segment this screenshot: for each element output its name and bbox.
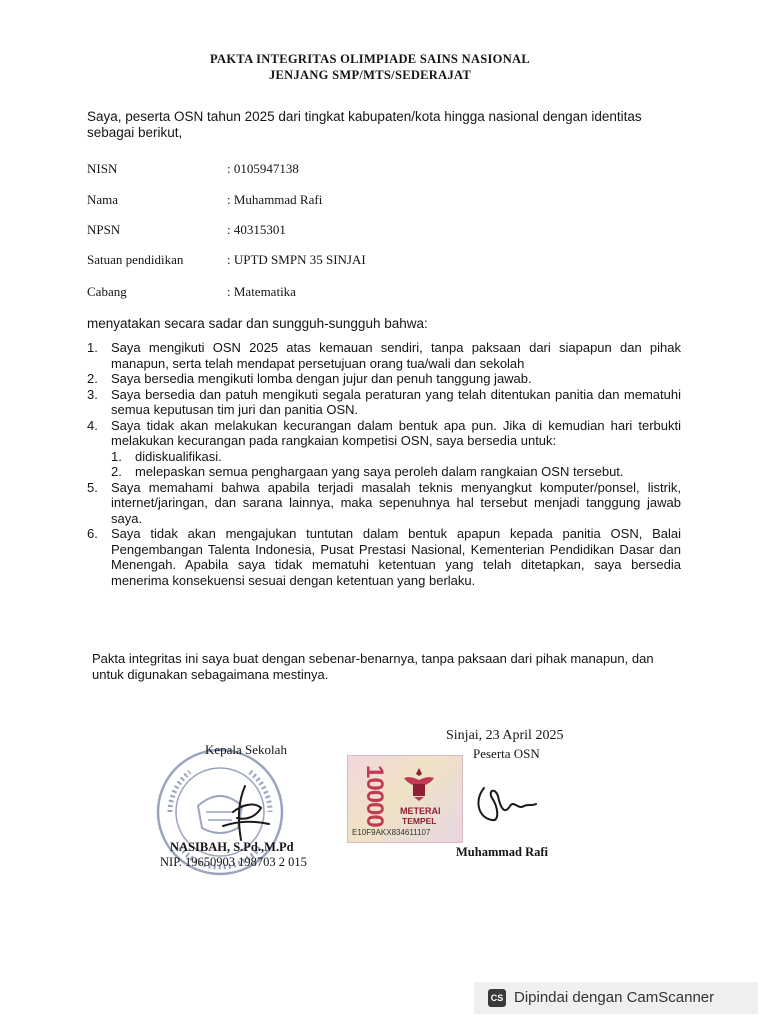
- principal-role: Kepala Sekolah: [205, 742, 287, 757]
- list-item: [87, 480, 681, 527]
- list-number: 4.: [87, 417, 98, 433]
- participant-role: Peserta OSN: [473, 746, 540, 761]
- list-text: Saya tidak akan melakukan kecurangan dalam bentuk apa pun. Jika di kemudian hari terbukti melakukan kecurangan pada rangkaian kompetisi OSN, saya bersedia untuk:: [111, 417, 681, 448]
- list-text: Saya bersedia dan patuh mengikuti segala peraturan yang telah ditentukan panitia dan mematuhi semua keputusan tim juri dan panitia OSN.: [111, 386, 681, 417]
- principal-name: NASIBAH, S.Pd.,M.Pd: [170, 840, 294, 854]
- sub-list-text: didiskualifikasi.: [135, 448, 222, 464]
- sub-list-number: 2.: [111, 464, 122, 479]
- document-title-line2: JENJANG SMP/MTS/SEDERAJAT: [268, 68, 472, 82]
- list-text: Saya mengikuti OSN 2025 atas kemauan sendiri, tanpa paksaan dari siapapun dan pihak manapun, serta telah mendapat persetujuan orang tua/wali dan sekolah: [111, 340, 681, 371]
- meterai-label-line2: TEMPEL: [402, 816, 437, 826]
- list-item: [87, 340, 681, 371]
- document-title-line1: PAKTA INTEGRITAS OLIMPIADE SAINS NASIONAL: [210, 52, 530, 66]
- meterai-serial: E10F9AKX834611107: [352, 828, 431, 837]
- field-value: : UPTD SMPN 35 SINJAI: [227, 252, 366, 267]
- field-value: : 0105947138: [227, 161, 299, 176]
- principal-nip: NIP. 19650903 198703 2 015: [160, 855, 307, 869]
- closing-paragraph: Pakta integritas ini saya buat dengan sebenar-benarnya, tanpa paksaan dari pihak manapun, dan untuk digunakan sebagaimana mestinya.: [92, 651, 654, 682]
- field-label: Satuan pendidikan: [87, 252, 184, 267]
- declaration-line: menyatakan secara sadar dan sungguh-sungguh bahwa:: [87, 316, 428, 331]
- list-number: 2.: [87, 371, 98, 386]
- camscanner-logo-icon: CS: [488, 989, 506, 1007]
- list-number: 6.: [87, 526, 98, 541]
- participant-signature-icon: [470, 776, 540, 826]
- field-label: NISN: [87, 161, 118, 176]
- field-label: Nama: [87, 192, 119, 207]
- list-item: [87, 387, 681, 418]
- meterai-label-line1: METERAI: [400, 806, 441, 816]
- camscanner-text: Dipindai dengan CamScanner: [514, 989, 715, 1006]
- meterai-amount: 10000: [361, 765, 388, 827]
- place-date: Sinjai, 23 April 2025: [446, 728, 564, 743]
- list-number: 1.: [87, 340, 98, 355]
- sub-list-item: [111, 464, 681, 480]
- field-value: : Muhammad Rafi: [227, 192, 323, 207]
- participant-name: Muhammad Rafi: [456, 845, 549, 859]
- list-text: Saya memahami bahwa apabila terjadi masalah teknis menyangkut komputer/ponsel, listrik, internet/jaringan, dan sarana lainnya, maka sepenuhnya hal tersebut menjadi tanggung jawab saya.: [111, 479, 681, 526]
- sub-list-number: 1.: [111, 448, 122, 464]
- field-label: NPSN: [87, 222, 121, 237]
- list-item: [87, 371, 681, 387]
- list-number: 3.: [87, 386, 98, 402]
- list-number: 5.: [87, 479, 98, 495]
- list-item: [87, 418, 681, 480]
- field-label: Cabang: [87, 284, 127, 299]
- field-value: : Matematika: [227, 284, 296, 299]
- field-value: : 40315301: [227, 222, 286, 237]
- garuda-emblem-icon: [402, 764, 436, 802]
- list-item: [87, 526, 681, 588]
- sub-list-item: [111, 449, 681, 465]
- intro-paragraph: Saya, peserta OSN tahun 2025 dari tingkat kabupaten/kota hingga nasional dengan identitas sebagai berikut,: [87, 109, 642, 140]
- meterai-stamp: [347, 755, 463, 843]
- list-text: Saya tidak akan mengajukan tuntutan dalam bentuk apapun kepada panitia OSN, Balai Pengembangan Talenta Indonesia, Pusat Prestasi Nasional, Kementerian Pendidikan Dasar dan Menengah. Apabila saya tidak mematuhi ketentuan yang telah ditetapkan, saya bersedia menerima konsekuensi sesuai dengan ketentuan yang berlaku.: [111, 526, 681, 588]
- camscanner-watermark: [474, 982, 758, 1014]
- principal-signature-icon: [215, 782, 275, 844]
- declaration-list: [87, 340, 681, 588]
- list-text: Saya bersedia mengikuti lomba dengan jujur dan penuh tanggung jawab.: [111, 371, 532, 386]
- sub-list-text: melepaskan semua penghargaan yang saya peroleh dalam rangkaian OSN tersebut.: [135, 464, 624, 479]
